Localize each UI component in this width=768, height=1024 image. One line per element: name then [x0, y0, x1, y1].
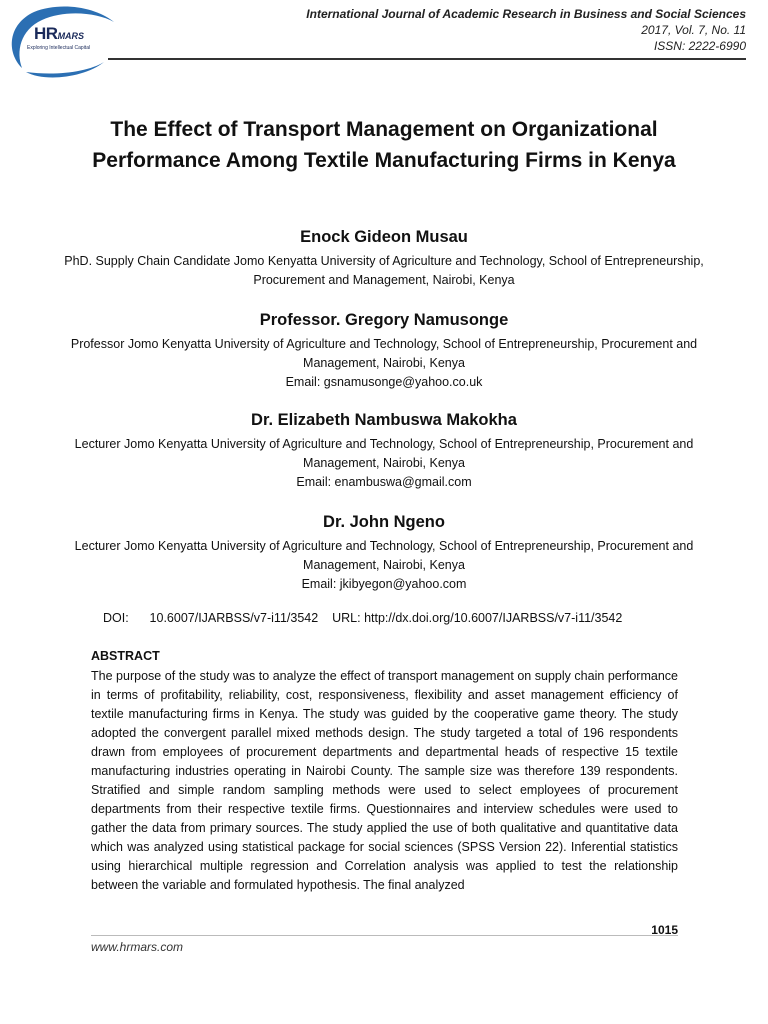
author-affiliation: Professor Jomo Kenyatta University of Agriculture and Technology, School of Entrepreneurship, Procurement and Management, Nairobi, Kenya	[70, 337, 698, 370]
abstract-heading: ABSTRACT	[91, 649, 160, 663]
logo-text: HRMARS	[34, 24, 85, 43]
abstract-text: The purpose of the study was to analyze the effect of transport management on supply chain performance in terms of profitability, reliability, cost, responsiveness, flexibility and asset management efficiency of textile manufacturing firms in Kenya. The study was guided by the cooperative game theory. The study adopted the convergent parallel mixed methods design. The study targeted a total of 196 respondents drawn from employees of procurement departments and departmental heads of respective 15 textile manufacturing industries operating in Nairobi County. The sample size was therefore 139 respondents. Stratified and simple random sampling methods were used to select employees of procurement departments from their respective textile firms. Questionnaires and interview schedules were used to gather the data from primary sources. The study applied the use of both qualitative and quantitative data which was analyzed using statistical package for social sciences (SPSS Version 22). Inferential statistics using hierarchical multiple regression and Correlation analysis was applied to test the relationship between the variable and formulated hypothesis. The final analyzed	[91, 669, 678, 892]
author-name: Enock Gideon Musau	[300, 228, 468, 246]
doi-value[interactable]: 10.6007/IJARBSS/v7-i11/3542	[149, 611, 319, 625]
author-email: Email: enambuswa@gmail.com	[296, 475, 472, 489]
header-divider	[108, 58, 746, 60]
author-block	[60, 226, 708, 290]
journal-issn: ISSN: 2222-6990	[653, 39, 746, 53]
url-label: URL:	[332, 611, 361, 625]
author-affiliation: Lecturer Jomo Kenyatta University of Agriculture and Technology, School of Entrepreneurship, Procurement and Management, Nairobi, Kenya	[74, 437, 694, 470]
journal-name: International Journal of Academic Research in Business and Social Sciences	[306, 7, 746, 21]
author-email: Email: jkibyegon@yahoo.com	[301, 577, 467, 591]
footer-divider	[91, 935, 678, 936]
author-email: Email: gsnamusonge@yahoo.co.uk	[285, 375, 483, 389]
author-affiliation: Lecturer Jomo Kenyatta University of Agriculture and Technology, School of Entrepreneurship, Procurement and Management, Nairobi, Kenya	[74, 539, 694, 572]
author-block	[60, 409, 708, 492]
journal-volume: 2017, Vol. 7, No. 11	[641, 23, 746, 37]
doi-url-link[interactable]: http://dx.doi.org/10.6007/IJARBSS/v7-i11/3542	[364, 611, 623, 625]
hrmars-logo	[4, 2, 116, 80]
author-name: Professor. Gregory Namusonge	[259, 311, 509, 329]
author-name: Dr. Elizabeth Nambuswa Makokha	[251, 411, 517, 429]
logo-tagline: Exploring Intellectual Capital	[27, 45, 91, 51]
paper-title: The Effect of Transport Management on Organizational Performance Among Textile Manufacturing Firms in Kenya	[92, 118, 676, 172]
website-link[interactable]: www.hrmars.com	[91, 940, 184, 954]
page-number: 1015	[651, 923, 678, 937]
author-block	[60, 511, 708, 594]
doi-line	[103, 611, 622, 625]
journal-info	[306, 6, 746, 54]
author-block	[60, 309, 708, 392]
author-name: Dr. John Ngeno	[323, 513, 445, 531]
doi-label: DOI:	[103, 611, 129, 625]
author-affiliation: PhD. Supply Chain Candidate Jomo Kenyatta University of Agriculture and Technology, School of Entrepreneurship, Procurement and Management, Nairobi, Kenya	[64, 254, 704, 287]
